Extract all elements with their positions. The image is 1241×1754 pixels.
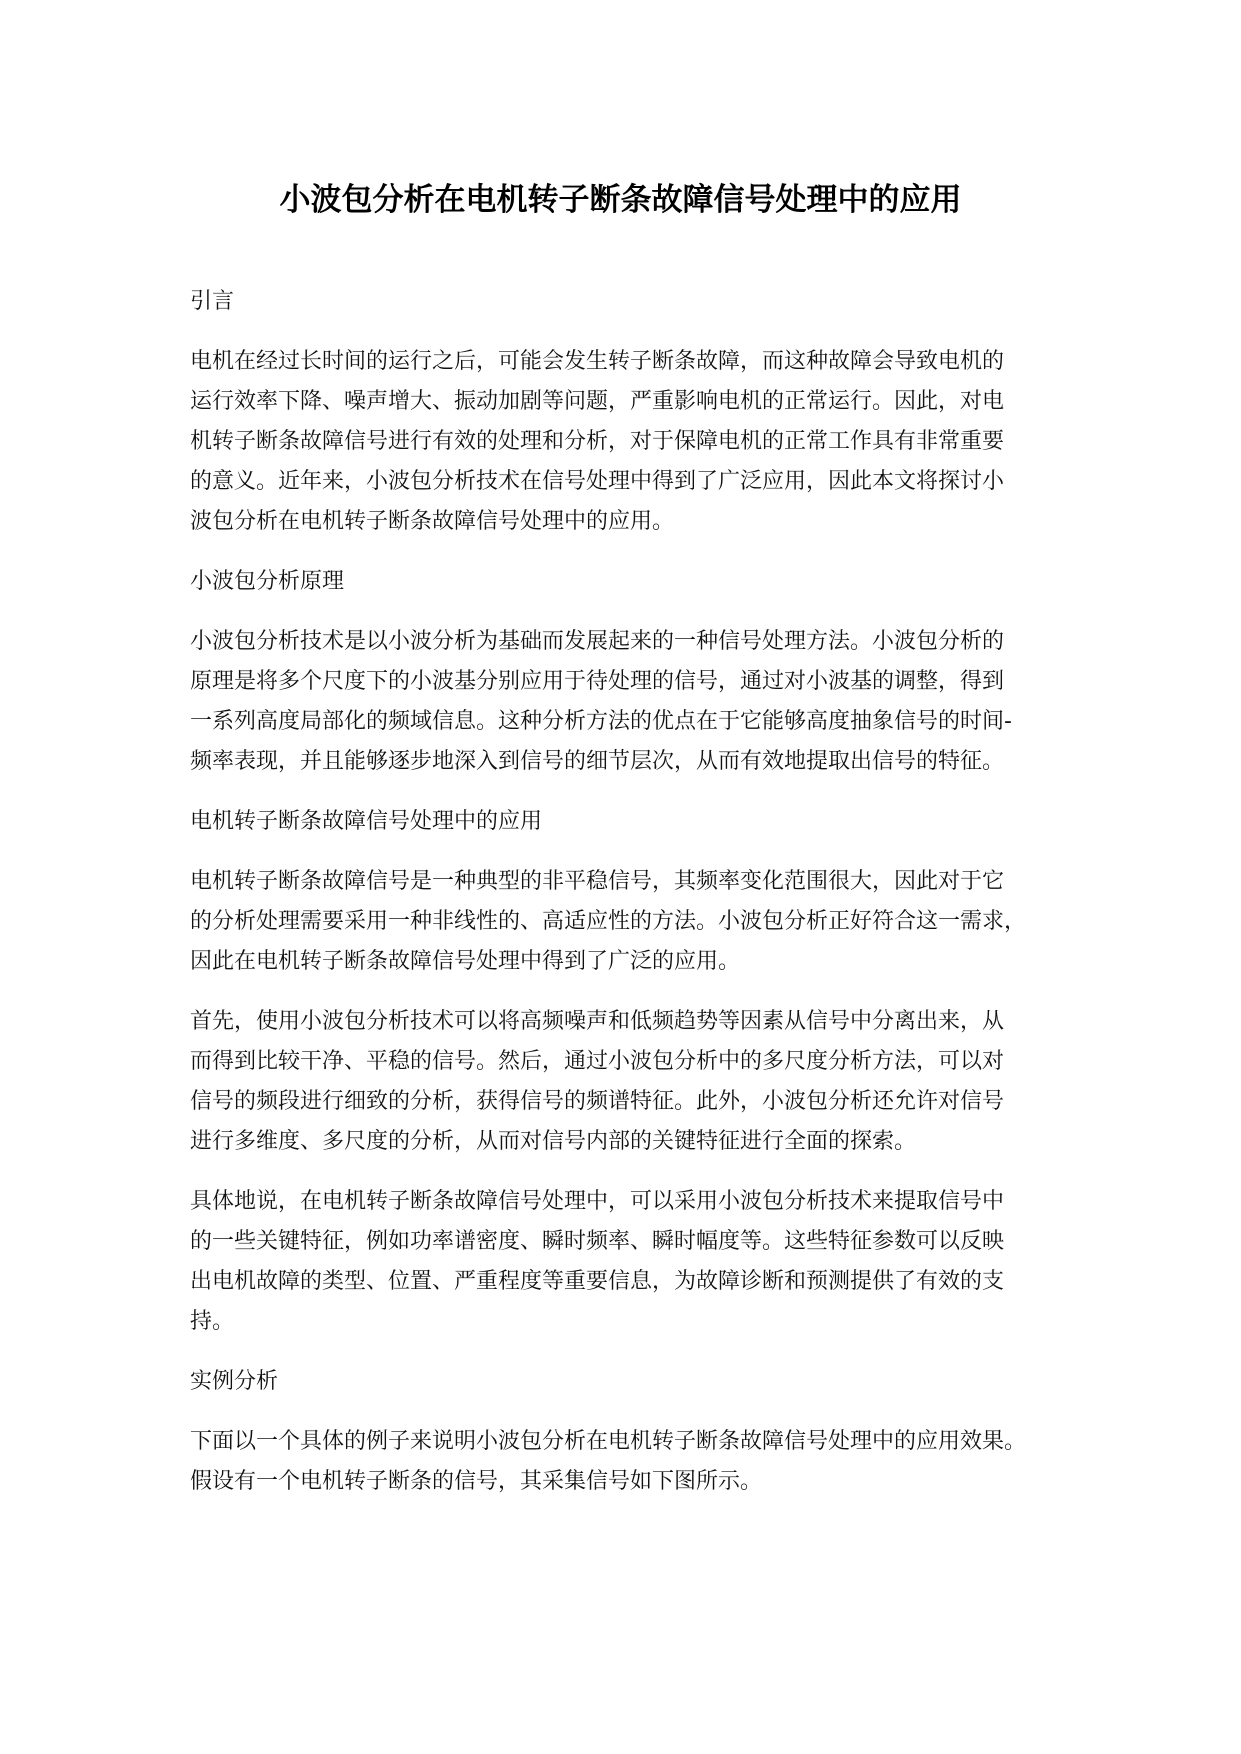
heading-application: 电机转子断条故障信号处理中的应用 — [190, 809, 543, 834]
heading-case-study: 实例分析 — [190, 1369, 279, 1394]
heading-wavelet-packet-principle: 小波包分析原理 — [190, 569, 345, 594]
paragraph-application-specific: 具体地说，在电机转子断条故障信号处理中，可以采用小波包分析技术来提取信号中 的一些关键特征，例如功率谱密度、瞬时频率、瞬时幅度等。这些特征参数可以反映 出电机故障的类型、位置、严重程度等重要信息，为故障诊断和预测提供了有效的支 持。 — [190, 1189, 1005, 1334]
paragraph-application-first: 首先，使用小波包分析技术可以将高频噪声和低频趋势等因素从信号中分离出来，从 而得到比较干净、平稳的信号。然后，通过小波包分析中的多尺度分析方法，可以对 信号的频段进行细致的分析，获得信号的频谱特征。此外，小波包分析还允许对信号 进行多维度、多尺度的分析，从而对信号内部的关键特征进行全面的探索。 — [190, 1009, 1005, 1154]
paragraph-case-study: 下面以一个具体的例子来说明小波包分析在电机转子断条故障信号处理中的应用效果。 假设有一个电机转子断条的信号，其采集信号如下图所示。 — [190, 1429, 1027, 1494]
paragraph-wavelet-packet-principle: 小波包分析技术是以小波分析为基础而发展起来的一种信号处理方法。小波包分析的 原理是将多个尺度下的小波基分别应用于待处理的信号，通过对小波基的调整，得到 一系列高度局部化的频域信息。这种分析方法的优点在于它能够高度抽象信号的时间- 频率表现，并且能够逐步地深入到信号的细节层次，从而有效地提取出信号的特征。 — [190, 629, 1012, 774]
heading-introduction: 引言 — [190, 289, 235, 314]
document-body — [190, 282, 1085, 1522]
paragraph-application-overview: 电机转子断条故障信号是一种典型的非平稳信号，其频率变化范围很大，因此对于它 的分析处理需要采用一种非线性的、高适应性的方法。小波包分析正好符合这一需求， 因此在电机转子断条故障信号处理中得到了广泛的应用。 — [190, 869, 1027, 974]
paragraph-introduction: 电机在经过长时间的运行之后，可能会发生转子断条故障，而这种故障会导致电机的 运行效率下降、噪声增大、振动加剧等问题，严重影响电机的正常运行。因此，对电 机转子断条故障信号进行有效的处理和分析，对于保障电机的正常工作具有非常重要 的意义。近年来，小波包分析技术在信号处理中得到了广泛应用，因此本文将探讨小 波包分析在电机转子断条故障信号处理中的应用。 — [190, 349, 1005, 534]
document-title: 小波包分析在电机转子断条故障信号处理中的应用 — [279, 182, 962, 218]
